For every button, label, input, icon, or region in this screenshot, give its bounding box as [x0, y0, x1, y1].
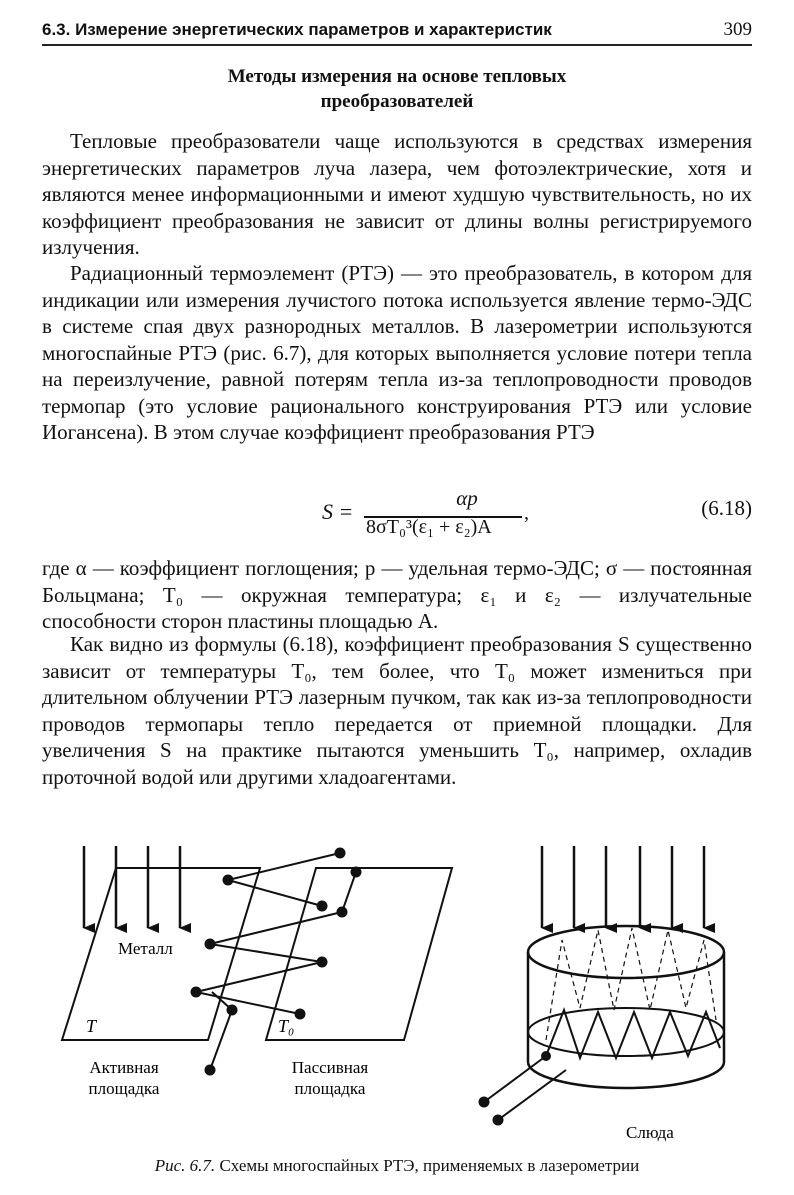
running-head: [42, 16, 752, 46]
label-mica: Слюда: [626, 1123, 674, 1142]
passive-plate: [266, 868, 452, 1040]
formula-denominator: 8σT₀³(ε₁ + ε₂)A: [366, 516, 492, 538]
cylinder-bottom: [528, 1062, 724, 1088]
left-scheme: [62, 846, 452, 1098]
lead-wire: [484, 1056, 546, 1102]
thermopile-back-zigzag: [546, 928, 716, 1040]
lead-wire: [498, 1070, 566, 1120]
thermocouple-junctions: [191, 848, 362, 1076]
equation-number: (6.18): [701, 496, 752, 520]
formula-numerator: αp: [456, 486, 478, 510]
page-number: 309: [723, 19, 752, 40]
formula: [322, 486, 572, 546]
paragraph-2: Радиационный термоэлемент (РТЭ) — это преобразователь, в котором для индикации или измерения лучистого потока используется явление термо-ЭДС в системе спая двух разнородных металлов. В лазерометрии используются многоспайные РТЭ (рис. 6.7), для которых выполняется условие потери тепла на переизлучение, равной потерям тепла из-за теплопроводности проводов термопар (это условие рационального конструирования РТЭ или условие Иогансена). В этом случае коэффициент преобразования РТЭ: [42, 261, 752, 444]
thermopile-front-zigzag: [546, 1010, 720, 1058]
label-passive-1: Пассивная: [291, 1058, 369, 1077]
running-head-title: 6.3. Измерение энергетических параметров и характеристик: [42, 20, 552, 39]
lead-terminal: [479, 1097, 490, 1108]
figure-rte-schemes: [0, 840, 794, 1150]
formula-lhs: S =: [322, 499, 354, 524]
paragraph-4: Как видно из формулы (6.18), коэффициент преобразования S существенно зависит от температуры T₀, тем более, что T₀ может измениться при длительном облучении РТЭ лазерным пучком, так как из-за теплопроводности проводов термопары тепло передается от приемной площадки. Для увеличения S на практике пытаются уменьшить T₀, например, охладив проточной водой или другими хладоагентами.: [42, 632, 752, 789]
label-active-1: Активная: [89, 1058, 159, 1077]
label-t: T: [86, 1016, 97, 1036]
cylinder-top: [528, 926, 724, 978]
formula-comma: ,: [524, 502, 529, 524]
section-heading: [40, 64, 754, 114]
figure-caption: [40, 1156, 754, 1176]
lead-terminal: [493, 1115, 504, 1126]
label-t0: T₀: [278, 1016, 295, 1036]
section-heading-line-2: преобразователей: [320, 91, 474, 112]
paragraph-1: Тепловые преобразователи чаще используются в средствах измерения энергетических параметров луча лазера, чем фотоэлектрические, хотя и являются менее информационными и имеют худшую чувствительность, но их коэффициент преобразования не зависит от длины волны регистрируемого излучения.: [42, 129, 752, 259]
label-metal: Металл: [118, 939, 173, 958]
paragraph-3: где α — коэффициент поглощения; p — удельная термо-ЭДС; σ — постоянная Больцмана; T₀ — окружная температура; ε₁ и ε₂ — излучательные способности сторон пластины площадью A.: [42, 556, 752, 633]
formula-block: [42, 486, 752, 546]
figure-caption-ref: Рис. 6.7.: [154, 1156, 216, 1175]
label-active-2: площадка: [88, 1079, 160, 1098]
lead-junction: [541, 1051, 551, 1061]
right-scheme: [479, 846, 725, 1142]
figure-caption-text: Схемы многоспайных РТЭ, применяемых в лазерометрии: [219, 1156, 640, 1175]
thermocouple-wires: [196, 853, 356, 1070]
section-heading-line-1: Методы измерения на основе тепловых: [227, 66, 567, 87]
label-passive-2: площадка: [294, 1079, 366, 1098]
